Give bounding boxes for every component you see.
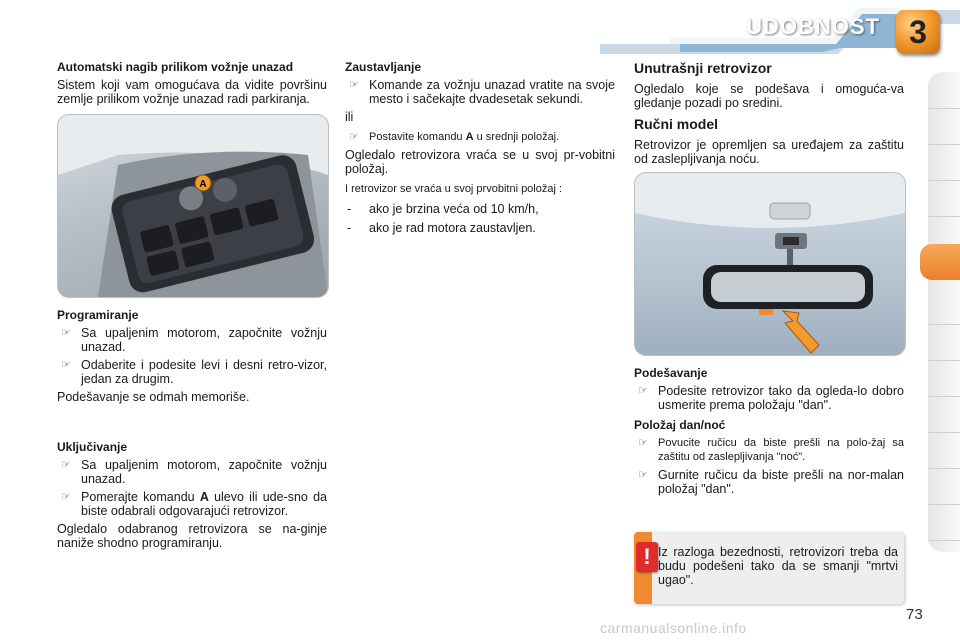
control-a-label: A: [199, 179, 207, 190]
pointer-icon: ☞: [61, 491, 71, 503]
day-night-heading: Položaj dan/noć: [634, 418, 726, 432]
return-text: Ogledalo retrovizora vraća se u svoj pr-vobitni položaj.: [345, 148, 615, 176]
adjust-heading: Podešavanje: [634, 366, 708, 380]
warning-text: Iz razloga bezednosti, retrovizori treba da budu podešeni tako da se smanji "mrtvi ugao".: [658, 545, 898, 587]
side-tab[interactable]: [928, 108, 960, 145]
pointer-icon: ☞: [61, 459, 71, 471]
page-number: 73: [906, 606, 923, 623]
chapter-badge: 3: [896, 10, 940, 54]
exclamation-icon: !: [636, 542, 658, 572]
side-tab[interactable]: [928, 180, 960, 217]
column-left: [57, 60, 327, 556]
activation-note: Ogledalo odabranog retrovizora se na-ginje naniže shodno programiranju.: [57, 522, 327, 550]
side-tab[interactable]: [928, 288, 960, 325]
watermark: carmanualsonline.info: [600, 620, 747, 636]
or-text: ili: [345, 110, 354, 124]
pointer-icon: ☞: [349, 131, 359, 143]
side-tab[interactable]: [928, 504, 960, 541]
pointer-icon: ☞: [638, 437, 648, 449]
inner-mirror-heading: Unutrašnji retrovizor: [634, 60, 772, 76]
activation-heading: Uključivanje: [57, 440, 128, 454]
pointer-icon: ☞: [349, 79, 359, 91]
column-middle: [345, 60, 615, 240]
side-tab[interactable]: [928, 432, 960, 469]
side-tab[interactable]: [928, 144, 960, 181]
chapter-side-tabs: [928, 72, 960, 552]
side-tab[interactable]: [928, 72, 960, 109]
pointer-icon: ☞: [61, 327, 71, 339]
rearview-mirror-illustration: [635, 173, 905, 355]
inner-mirror-text: Ogledalo koje se podešava i omoguća-va gledanje pozadi po sredini.: [634, 82, 904, 110]
list-item: ☞ Povucite ručicu da biste prešli na polo-žaj sa zaštitu od zaslepljivanja "noć".: [638, 437, 904, 463]
pointer-icon: ☞: [638, 469, 648, 481]
pointer-icon: ☞: [638, 385, 648, 397]
manual-model-heading: Ručni model: [634, 116, 719, 132]
side-tab[interactable]: [928, 468, 960, 505]
list-item: ☞ Komande za vožnju unazad vratite na svoje mesto i sačekajte dvadesetak sekundi.: [349, 78, 615, 106]
list-item: ☞ Sa upaljenim motorom, započnite vožnju unazad.: [61, 458, 327, 486]
list-item: ☞ Odaberite i podesite levi i desni retro-vizor, jedan za drugim.: [61, 358, 327, 386]
list-item: - ako je rad motora zaustavljen.: [347, 221, 536, 235]
auto-tilt-heading: Automatski nagib prilikom vožnje unazad: [57, 60, 294, 74]
stop-heading: Zaustavljanje: [345, 60, 422, 74]
auto-tilt-text: Sistem koji vam omogućava da vidite površinu zemlje prilikom vožnje unazad radi parkiranja.: [57, 78, 327, 106]
list-item: ☞ Postavite komandu A u srednji položaj.: [349, 131, 560, 143]
programming-heading: Programiranje: [57, 308, 139, 322]
side-tab[interactable]: [928, 396, 960, 433]
column-right: [634, 60, 904, 500]
programming-note: Podešavanje se odmah memoriše.: [57, 390, 250, 404]
rearview-mirror-photo: [634, 172, 906, 356]
list-item: ☞ Sa upaljenim motorom, započnite vožnju unazad.: [61, 326, 327, 354]
safety-warning-box: [634, 532, 904, 604]
pointer-icon: ☞: [61, 359, 71, 371]
list-item: - ako je brzina veća od 10 km/h,: [347, 202, 539, 216]
manual-model-text: Retrovizor je opremljen sa uređajem za zaštitu od zaslepljivanja noću.: [634, 138, 904, 166]
side-tab[interactable]: [928, 324, 960, 361]
return-condition: I retrovizor se vraća u svoj prvobitni položaj :: [345, 183, 563, 195]
list-item: ☞ Gurnite ručicu da biste prešli na nor-malan položaj "dan".: [638, 468, 904, 496]
list-item: ☞ Pomerajte komandu A ulevo ili ude-sno da biste odabrali odgovarajući retrovizor.: [61, 490, 327, 518]
side-tab-active[interactable]: [920, 244, 960, 280]
list-item: ☞ Podesite retrovizor tako da ogleda-lo dobro usmerite prema položaju "dan".: [638, 384, 904, 412]
side-tab[interactable]: [928, 360, 960, 397]
door-switch-panel-illustration: [58, 115, 328, 297]
mirror-control-photo: [57, 114, 329, 298]
chapter-title: UDOBNOST: [746, 14, 880, 39]
